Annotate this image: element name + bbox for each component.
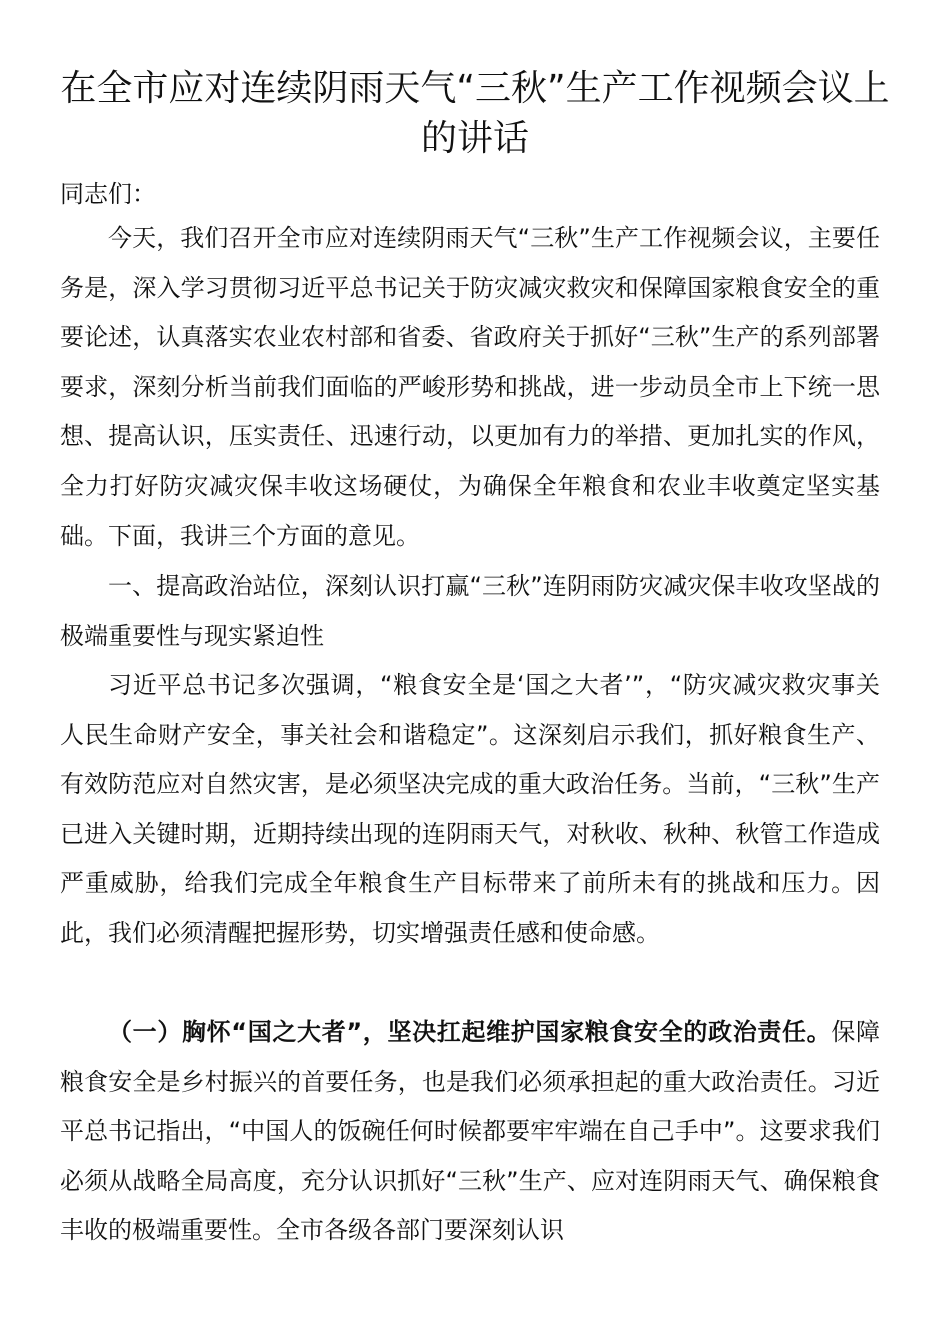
paragraph-section-one: 习近平总书记多次强调，“粮食安全是‘国之大者’”，“防灾减灾救灾事关人民生命财产安全，事关社会和谐稳定”。这深刻启示我们，抓好粮食生产、有效防范应对自然灾害，是必须坚决完成的重大政治任务。当前，“三秋”生产已进入关键时期，近期持续出现的连阴雨天气，对秋收、秋种、秋管工作造成严重威胁，给我们完成全年粮食生产目标带来了前所未有的挑战和压力。因此，我们必须清醒把握形势，切实增强责任感和使命感。 [60,671,880,947]
section-heading-one: 一、提高政治站位，深刻认识打赢“三秋”连阴雨防灾减灾保丰收攻坚战的极端重要性与现实紧迫性 [60,572,880,650]
salutation: 同志们： [60,180,156,208]
document-title: 在全市应对连续阴雨天气“三秋”生产工作视频会议上的讲话 [60,68,890,159]
paragraph-opening: 今天，我们召开全市应对连续阴雨天气“三秋”生产工作视频会议，主要任务是，深入学习贯彻习近平总书记关于防灾减灾救灾和保障国家粮食安全的重要论述，认真落实农业农村部和省委、省政府关于抓好“三秋”生产的系列部署要求，深刻分析当前我们面临的严峻形势和挑战，进一步动员全市上下统一思想、提高认识，压实责任、迅速行动，以更加有力的举措、更加扎实的作风，全力打好防灾减灾保丰收这场硬仗，为确保全年粮食和农业丰收奠定坚实基础。下面，我讲三个方面的意见。 [60,224,880,550]
subsection-paragraph [60,1008,880,1256]
subsection-heading: （一）胸怀“国之大者”，坚决扛起维护国家粮食安全的政治责任。 [108,1018,832,1046]
subsection-text: 保障粮食安全是乡村振兴的首要任务，也是我们必须承担起的重大政治责任。习近平总书记指出，“中国人的饭碗任何时候都要牢牢端在自己手中”。这要求我们必须从战略全局高度，充分认识抓好“三秋”生产、应对连阴雨天气、确保粮食丰收的极端重要性。全市各级各部门要深刻认识 [60,1018,881,1245]
